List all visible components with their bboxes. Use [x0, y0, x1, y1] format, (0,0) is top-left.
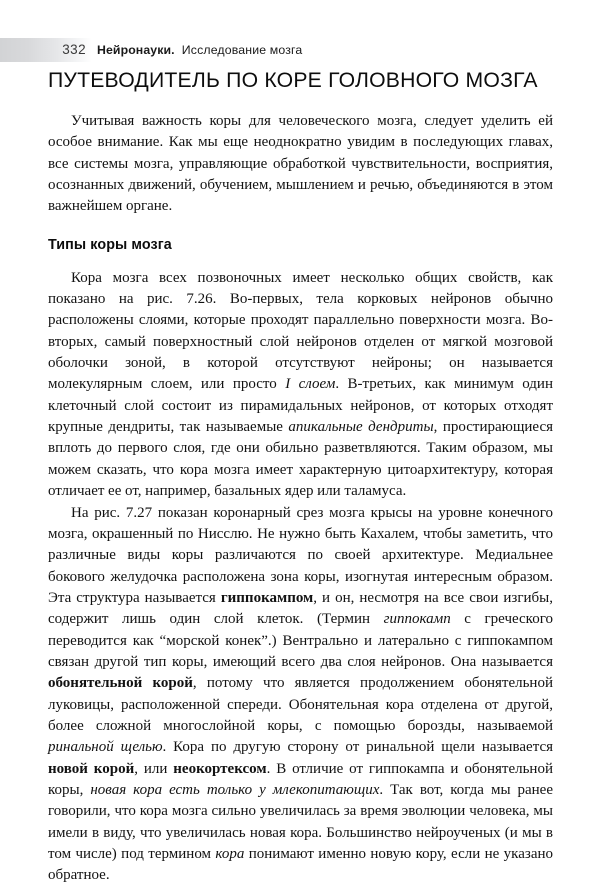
- text-run: с греческого переводится как “морской конек”.) Вентрально и латерально с гиппокампом связан другой тип коры, имеющий всего два слоя нейронов. Она называется: [48, 611, 553, 670]
- text-run: понимают именно новую кору, если не указано обратное.: [48, 846, 554, 884]
- running-head-section-title: [175, 43, 182, 57]
- text-run: . В отличие от гиппокампа и обонятельной коры,: [48, 760, 553, 798]
- text-run: . В-третьих, как минимум один клеточный слой состоит из пирамидальных нейронов, от которых отходят крупные дендриты, так называемые: [48, 376, 553, 436]
- text-run: , и он, несмотря на все свои изгибы, содержит лишь один слой клеток. (Термин: [48, 589, 553, 628]
- emphasis-cortex-term: кора: [215, 846, 245, 862]
- text-run: Кора мозга всех позвоночных имеет несколько общих свойств, как показано на рис. 7.26. Во-первых, тела корковых нейронов обычно расположены слоями, которые проходят параллельно поверхности мозга. Во-вторых, самый поверхностный слой нейронов отделен от мягкой мозговой оболочки зоной, в которой отсутствуют нейроны; он называется молекулярным слоем, или просто: [48, 269, 553, 393]
- page-number: 332: [62, 42, 86, 57]
- emphasis-hippocampus-greek: гиппокамп: [383, 611, 451, 628]
- emphasis-apical-dendrites: апикальные дендриты: [288, 419, 434, 436]
- text-run: , или: [134, 760, 174, 777]
- text-run: . Кора по другую сторону от ринальной щели называется: [162, 739, 553, 756]
- running-head-book-title: Нейронауки.: [97, 43, 175, 57]
- text-run: , простирающиеся вплоть до первого слоя, где они обильно разветвляются. Таким образом, мы можем сказать, что кора мозга имеет характерную цитоархитектуру, которая отличает ее от, например, базальных ядер или таламуса.: [48, 419, 553, 500]
- spacer-after-title: [48, 94, 553, 111]
- text-run: . Так вот, когда мы ранее говорили, что кора мозга сильно увеличилась за время эволюции человека, мы имели в виду, что увеличилась новая кора. Большинство нейроученых (и мы в том числе) под термином: [48, 781, 553, 862]
- text-run: На рис. 7.27 показан коронарный срез мозга крысы на уровне конечного мозга, окрашенный по Нисслю. Не нужно быть Кахалем, чтобы заметить, что различные виды коры различаются по своей архитектуре. Медиальнее бокового желудочка расположена зона коры, изогнутая интересным образом. Эта структура называется: [48, 504, 553, 606]
- text-run: , потому что является продолжением обонятельной луковицы, расположенной спереди. Обонятельная кора отделена от другой, более сложной многослойной коры, с помощью борозды, называемой: [48, 675, 553, 734]
- term-neocortex: неокортексом: [173, 760, 267, 777]
- term-olfactory-cortex: обонятельной корой: [48, 675, 193, 692]
- paragraph-rat-brain-section: [48, 503, 553, 887]
- paragraph-cortex-properties: [48, 268, 553, 503]
- paragraph-intro: Учитывая важность коры для человеческого мозга, следует уделить ей особое внимание. Как мы еще неоднократно увидим в последующих главах, все системы мозга, управляющие обработкой чувствительности, восприятия, осознанных движений, обучением, мышлением и речью, объединяются в этом важнейшем органе.: [48, 113, 553, 215]
- emphasis-layer-one: I слоем: [285, 376, 336, 393]
- term-hippocampus: гиппокампом: [220, 589, 314, 606]
- text-column: [48, 68, 553, 887]
- page-title: ПУТЕВОДИТЕЛЬ ПО КОРЕ ГОЛОВНОГО МОЗГА: [48, 69, 538, 92]
- emphasis-rhinal-fissure: ринальной щелью: [48, 739, 163, 756]
- running-head-subtitle: Исследование мозга: [181, 43, 303, 57]
- emphasis-mammals-only: новая кора есть только у млекопитающих: [90, 781, 380, 798]
- running-header: [0, 38, 600, 62]
- section-heading-cortex-types: Типы коры мозга: [48, 236, 172, 253]
- spacer-after-intro: [48, 218, 553, 236]
- spacer-after-heading: [48, 255, 553, 268]
- running-head-text: [97, 40, 302, 60]
- term-neocortex-ru: новой корой: [48, 760, 135, 777]
